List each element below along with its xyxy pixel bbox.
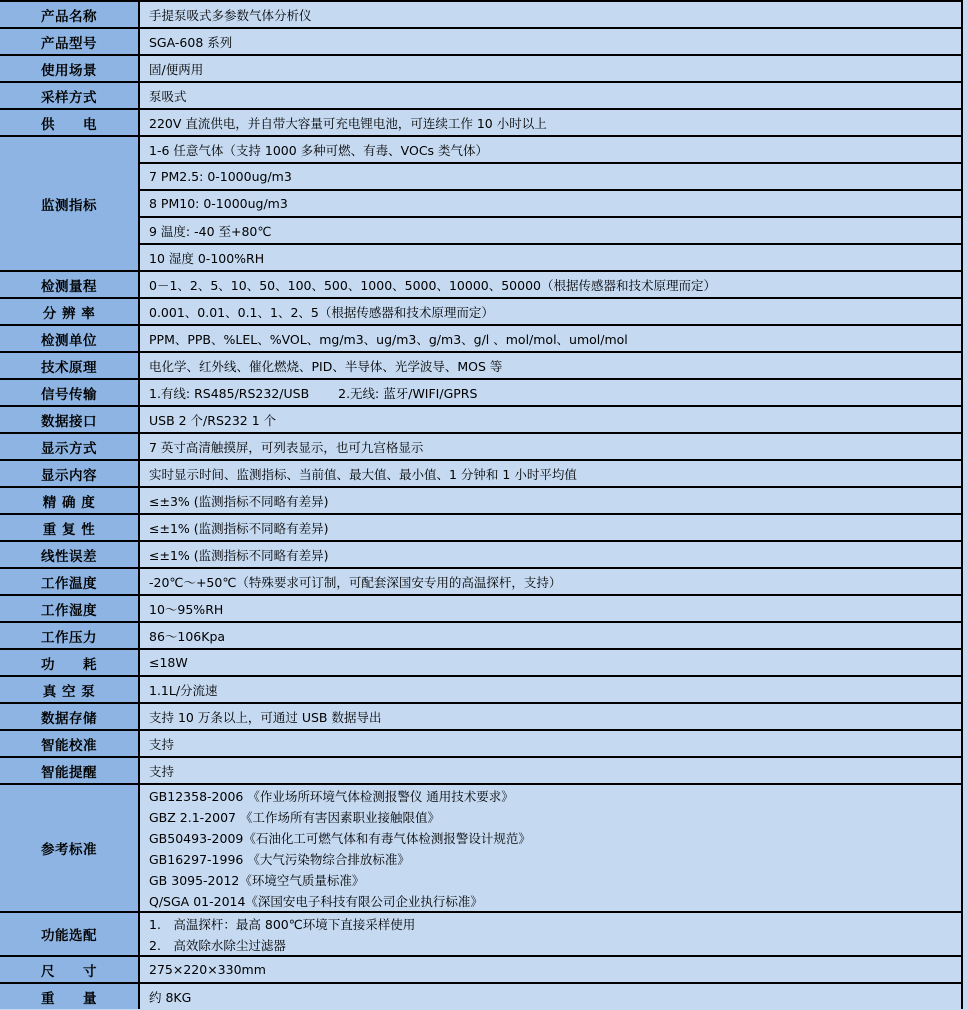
table-row bbox=[0, 677, 961, 704]
table-row bbox=[0, 515, 961, 542]
row-values bbox=[140, 913, 961, 955]
table-row bbox=[0, 542, 961, 569]
row-value: 2. 高效除水除尘过滤器 bbox=[149, 937, 286, 953]
row-value: 支持 bbox=[149, 763, 175, 779]
row-label: 尺 寸 bbox=[0, 957, 140, 982]
table-row bbox=[0, 461, 961, 488]
row-label: 智能校准 bbox=[0, 731, 140, 756]
row-label: 产品型号 bbox=[0, 29, 140, 54]
row-value: 7 PM2.5: 0-1000ug/m3 bbox=[140, 164, 961, 191]
row-value: 电化学、红外线、催化燃烧、PID、半导体、光学波导、MOS 等 bbox=[149, 358, 503, 374]
table-row bbox=[0, 272, 961, 299]
row-values bbox=[140, 434, 961, 459]
table-row bbox=[0, 650, 961, 677]
row-value: 固/便两用 bbox=[149, 61, 204, 77]
row-value: 1.有线: RS485/RS232/USB 2.无线: 蓝牙/WIFI/GPRS bbox=[149, 385, 478, 401]
row-label: 智能提醒 bbox=[0, 758, 140, 783]
row-values bbox=[140, 758, 961, 783]
row-values bbox=[140, 407, 961, 432]
table-row bbox=[0, 758, 961, 785]
row-value: 9 温度: -40 至+80℃ bbox=[140, 218, 961, 245]
row-label: 精 确 度 bbox=[0, 488, 140, 513]
row-values bbox=[140, 984, 961, 1009]
table-row bbox=[0, 407, 961, 434]
row-values bbox=[140, 110, 961, 135]
row-value: ≤±3% (监测指标不同略有差异) bbox=[149, 493, 329, 509]
row-values bbox=[140, 461, 961, 486]
row-values bbox=[140, 29, 961, 54]
table-row bbox=[0, 299, 961, 326]
row-value: USB 2 个/RS232 1 个 bbox=[149, 412, 277, 428]
row-values bbox=[140, 2, 961, 27]
table-row bbox=[0, 380, 961, 407]
row-value: ≤±1% (监测指标不同略有差异) bbox=[149, 520, 329, 536]
row-value: 220V 直流供电，并自带大容量可充电锂电池，可连续工作 10 小时以上 bbox=[149, 115, 547, 131]
table-row bbox=[0, 596, 961, 623]
table-row bbox=[0, 29, 961, 56]
row-value: 支持 10 万条以上，可通过 USB 数据导出 bbox=[149, 709, 382, 725]
row-value: GB50493-2009《石油化工可燃气体和有毒气体检测报警设计规范》 bbox=[149, 830, 531, 846]
row-values bbox=[140, 326, 961, 351]
table-row bbox=[0, 984, 961, 1009]
row-value: 泵吸式 bbox=[149, 88, 187, 104]
row-value: GB12358-2006 《作业场所环境气体检测报警仪 通用技术要求》 bbox=[149, 788, 514, 804]
row-value: 1.1L/分流速 bbox=[149, 682, 218, 698]
row-label: 监测指标 bbox=[0, 137, 140, 270]
table-row bbox=[0, 569, 961, 596]
row-values bbox=[140, 596, 961, 621]
row-value: 0.001、0.01、0.1、1、2、5（根据传感器和技术原理而定） bbox=[149, 304, 494, 320]
row-value: PPM、PPB、%LEL、%VOL、mg/m3、ug/m3、g/m3、g/l 、mol/mol、umol/mol bbox=[149, 331, 628, 347]
row-value: 手提泵吸式多参数气体分析仪 bbox=[149, 7, 312, 23]
row-value: 实时显示时间、监测指标、当前值、最大值、最小值、1 分钟和 1 小时平均值 bbox=[149, 466, 577, 482]
row-label: 功 耗 bbox=[0, 650, 140, 675]
row-values bbox=[140, 353, 961, 378]
row-value: 支持 bbox=[149, 736, 175, 752]
row-values bbox=[140, 272, 961, 297]
row-value: 10 湿度 0-100%RH bbox=[149, 250, 265, 266]
row-value: ≤±1% (监测指标不同略有差异) bbox=[149, 547, 329, 563]
row-values bbox=[140, 56, 961, 81]
table-row bbox=[0, 488, 961, 515]
row-value: 10～95%RH bbox=[149, 601, 224, 617]
row-value: Q/SGA 01-2014《深国安电子科技有限公司企业执行标准》 bbox=[149, 893, 483, 909]
row-value: 1. 高温探杆：最高 800℃环境下直接采样使用 bbox=[149, 916, 416, 932]
row-values bbox=[140, 650, 961, 675]
row-values bbox=[140, 137, 961, 270]
row-label: 显示方式 bbox=[0, 434, 140, 459]
row-label: 真 空 泵 bbox=[0, 677, 140, 702]
row-label: 功能选配 bbox=[0, 913, 140, 955]
row-values bbox=[140, 957, 961, 982]
table-row bbox=[0, 326, 961, 353]
row-label: 检测单位 bbox=[0, 326, 140, 351]
row-values bbox=[140, 380, 961, 405]
row-value: 7 英寸高清触摸屏，可列表显示，也可九宫格显示 bbox=[149, 439, 424, 455]
table-row bbox=[0, 353, 961, 380]
row-value: GBZ 2.1-2007 《工作场所有害因素职业接触限值》 bbox=[149, 809, 440, 825]
row-values bbox=[140, 623, 961, 648]
table-row bbox=[0, 913, 961, 957]
row-label: 供 电 bbox=[0, 110, 140, 135]
row-label: 采样方式 bbox=[0, 83, 140, 108]
row-value: 0－1、2、5、10、50、100、500、1000、5000、10000、50000（根据传感器和技术原理而定） bbox=[149, 277, 716, 293]
row-values bbox=[140, 677, 961, 702]
row-value: ≤18W bbox=[149, 655, 188, 670]
table-row bbox=[0, 785, 961, 913]
table-row bbox=[0, 704, 961, 731]
row-values bbox=[140, 569, 961, 594]
row-label: 信号传输 bbox=[0, 380, 140, 405]
table-row bbox=[0, 110, 961, 137]
table-row bbox=[0, 731, 961, 758]
row-values bbox=[140, 83, 961, 108]
row-label: 数据存储 bbox=[0, 704, 140, 729]
row-label: 显示内容 bbox=[0, 461, 140, 486]
row-value: GB16297-1996 《大气污染物综合排放标准》 bbox=[149, 851, 410, 867]
row-label: 工作温度 bbox=[0, 569, 140, 594]
row-values bbox=[140, 515, 961, 540]
row-label: 使用场景 bbox=[0, 56, 140, 81]
row-label: 线性误差 bbox=[0, 542, 140, 567]
row-value: GB 3095-2012《环境空气质量标准》 bbox=[149, 872, 365, 888]
row-values bbox=[140, 299, 961, 324]
table-row bbox=[0, 137, 961, 272]
table-row bbox=[0, 2, 961, 29]
row-label: 分 辨 率 bbox=[0, 299, 140, 324]
table-row bbox=[0, 434, 961, 461]
row-value: 1-6 任意气体（支持 1000 多种可燃、有毒、VOCs 类气体） bbox=[140, 137, 961, 164]
row-values bbox=[140, 704, 961, 729]
row-label: 重 复 性 bbox=[0, 515, 140, 540]
table-row bbox=[0, 56, 961, 83]
row-value: -20℃～+50℃（特殊要求可订制，可配套深国安专用的高温探杆，支持） bbox=[149, 574, 562, 590]
row-value: 约 8KG bbox=[149, 989, 192, 1005]
row-label: 检测量程 bbox=[0, 272, 140, 297]
row-label: 工作压力 bbox=[0, 623, 140, 648]
table-row bbox=[0, 83, 961, 110]
row-label: 技术原理 bbox=[0, 353, 140, 378]
row-values bbox=[140, 488, 961, 513]
row-value: 275×220×330mm bbox=[149, 962, 266, 977]
row-value: SGA-608 系列 bbox=[149, 34, 233, 50]
row-label: 重 量 bbox=[0, 984, 140, 1009]
row-label: 数据接口 bbox=[0, 407, 140, 432]
table-row bbox=[0, 957, 961, 984]
row-label: 产品名称 bbox=[0, 2, 140, 27]
row-value: 8 PM10: 0-1000ug/m3 bbox=[140, 191, 961, 218]
row-value: 86～106Kpa bbox=[149, 628, 226, 644]
row-values bbox=[140, 785, 961, 911]
row-values bbox=[140, 731, 961, 756]
row-label: 参考标准 bbox=[0, 785, 140, 911]
row-label: 工作湿度 bbox=[0, 596, 140, 621]
table-row bbox=[0, 623, 961, 650]
row-values bbox=[140, 542, 961, 567]
